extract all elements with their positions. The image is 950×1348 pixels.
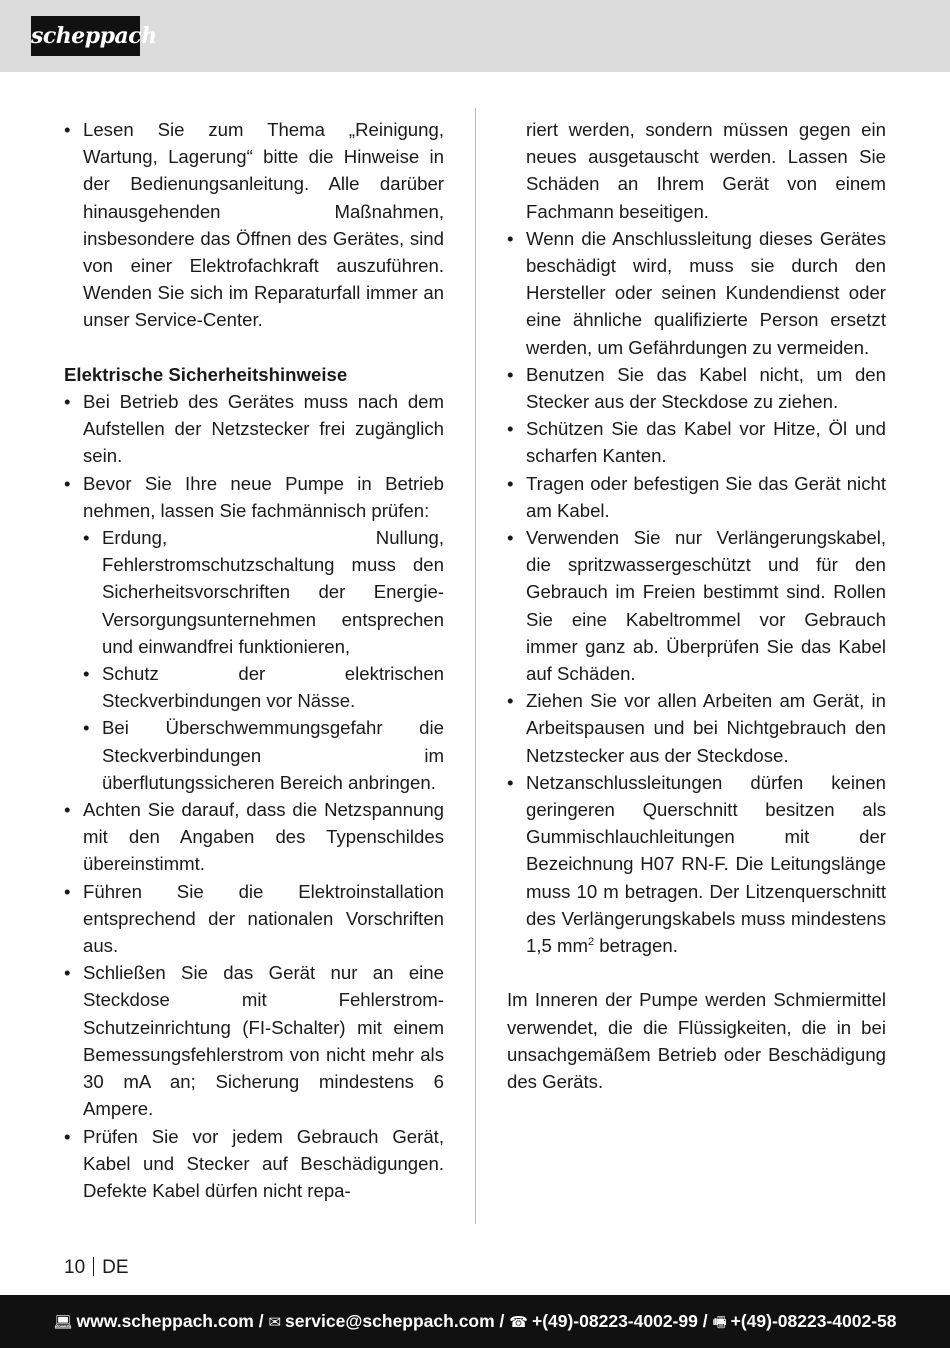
list-item: • Bevor Sie Ihre neue Pumpe in Betrieb nehmen, lassen Sie fachmännisch prüfen: (64, 470, 444, 524)
fax-icon: 🖷︎ (712, 1313, 727, 1331)
computer-icon: 💻︎ (53, 1313, 73, 1331)
sub-list-item: • Bei Überschwemmungsgefahr die Steckverbindungen im überflutungssicheren Bereich anbringen. (83, 714, 444, 796)
contact-footer (0, 1295, 950, 1348)
page-number-separator (93, 1257, 94, 1276)
scheppach-logo: scheppach (31, 16, 140, 56)
list-item: • Benutzen Sie das Kabel nicht, um den Stecker aus der Steckdose zu ziehen. (507, 361, 886, 415)
footer-fax: +(49)-08223-4002-58 (730, 1311, 897, 1331)
right-column (507, 116, 886, 1095)
list-item-cross-section (507, 769, 886, 959)
footer-email[interactable]: service@scheppach.com (285, 1311, 495, 1331)
list-item: • Prüfen Sie vor jedem Gebrauch Gerät, Kabel und Stecker auf Beschädigungen. Defekte Kabel dürfen nicht repa- (64, 1123, 444, 1205)
footer-separator: / (697, 1311, 713, 1331)
sub-list-item: • Schutz der elektrischen Steckverbindungen vor Nässe. (83, 660, 444, 714)
cross-section-end: betragen. (594, 935, 678, 957)
superscript-two: 2 (588, 935, 595, 948)
list-item: • Wenn die Anschlussleitung dieses Gerätes beschädigt wird, muss sie durch den Hersteller oder seinen Kundendienst oder eine ähnliche qualifizierte Person ersetzt werden, um Gefährdungen zu vermeiden. (507, 225, 886, 361)
page-number (64, 1256, 129, 1280)
list-item: • Schließen Sie das Gerät nur an eine Steckdose mit Fehlerstrom-Schutzeinrichtung (FI-Schalter) mit einem Bemessungsfehlerstrom von nicht mehr als 30 mA an; Sicherung mindestens 6 Ampere. (64, 959, 444, 1122)
footer-separator: / (494, 1311, 510, 1331)
list-item: • Führen Sie die Elektroinstallation entsprechend der nationalen Vorschriften aus. (64, 878, 444, 960)
envelope-icon: ✉︎ (268, 1313, 282, 1331)
list-item: • Schützen Sie das Kabel vor Hitze, Öl und scharfen Kanten. (507, 415, 886, 469)
list-item: • Verwenden Sie nur Verlängerungskabel, die spritzwassergeschützt und für den Gebrauch im Freien bestimmt sind. Rollen Sie eine Kabeltrommel vor Gebrauch immer ganz ab. Überprüfen Sie das Kabel auf Schäden. (507, 524, 886, 687)
cross-section-text: Netzanschlussleitungen dürfen keinen geringeren Querschnitt besitzen als Gummischlauchleitungen mit der Bezeichnung H07 RN-F. Die Leitungslänge muss 10 m betragen. Der Litzenquerschnitt des Verlängerungskabels muss mindestens 1,5 mm (526, 771, 886, 957)
list-item: • Tragen oder befestigen Sie das Gerät nicht am Kabel. (507, 470, 886, 524)
list-item: • Bei Betrieb des Gerätes muss nach dem Aufstellen der Netzstecker frei zugänglich sein. (64, 388, 444, 470)
lubricant-paragraph: Im Inneren der Pumpe werden Schmiermittel verwendet, die die Flüssigkeiten, die in bei unsachgemäßem Betrieb oder Beschädigung des Geräts. (507, 989, 886, 1093)
sub-list-item: • Erdung, Nullung, Fehlerstromschutzschaltung muss den Sicherheitsvorschriften der Energie-Versorgungsunternehmen entsprechen und einwandfrei funktionieren, (83, 524, 444, 660)
footer-separator: / (253, 1311, 269, 1331)
page-number-value: 10 (64, 1257, 86, 1278)
spacer (507, 959, 886, 986)
telephone-icon: ☎︎ (509, 1313, 528, 1331)
spacer (64, 334, 444, 361)
list-item: • Ziehen Sie vor allen Arbeiten am Gerät, in Arbeitspausen und bei Nichtgebrauch den Netzstecker aus der Steckdose. (507, 687, 886, 769)
page-header (0, 0, 950, 72)
list-item-continuation: riert werden, sondern müssen gegen ein neues ausgetauscht werden. Lassen Sie Schäden an Ihrem Gerät von einem Fachmann beseitigen. (526, 119, 886, 222)
footer-phone: +(49)-08223-4002-99 (531, 1311, 698, 1331)
section-heading: Elektrische Sicherheitshinweise (64, 363, 348, 385)
list-item: • Lesen Sie zum Thema „Reinigung, Wartung, Lagerung“ bitte die Hinweise in der Bedienungsanleitung. Alle darüber hinausgehenden Maßnahmen, insbesondere das Öffnen des Gerätes, sind von einer Elektrofachkraft auszuführen. Wenden Sie sich im Reparaturfall immer an unser Service-Center. (64, 116, 444, 334)
column-divider (475, 108, 476, 1224)
list-item: • Achten Sie darauf, dass die Netzspannung mit den Angaben des Typenschildes übereinstimmt. (64, 796, 444, 878)
footer-website[interactable]: www.scheppach.com (76, 1311, 254, 1331)
page-language: DE (102, 1257, 129, 1278)
left-column (64, 116, 444, 1204)
